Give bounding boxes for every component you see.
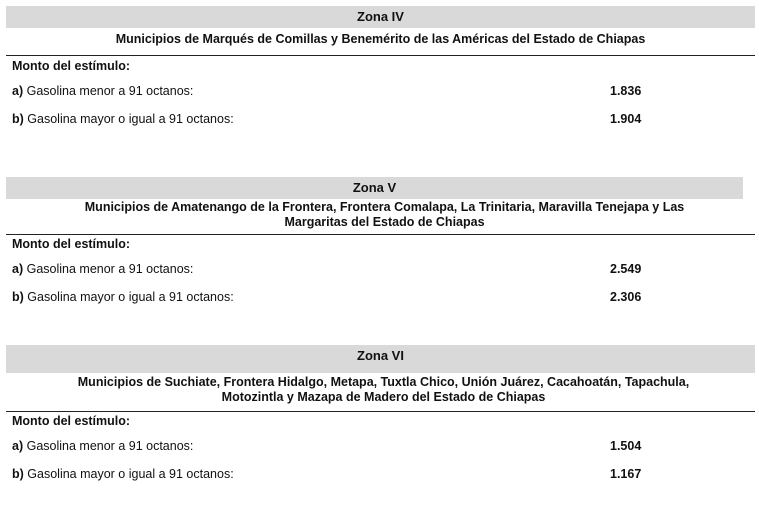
zone-municipios: Municipios de Suchiate, Frontera Hidalgo, Metapa, Tuxtla Chico, Unión Juárez, Cacahoatán, Tapachula, Motozintla y Mazapa de Madero del Estado de Chiapas (77, 375, 690, 404)
zone-section (6, 345, 755, 489)
row-text: Gasolina menor a 91 octanos: (26, 439, 194, 453)
zone-section (6, 6, 755, 134)
row-value: 1.504 (610, 439, 642, 453)
row-label (12, 290, 234, 304)
row-text: Gasolina mayor o igual a 91 octanos: (27, 112, 234, 126)
row-text: Gasolina mayor o igual a 91 octanos: (27, 467, 234, 481)
divider (6, 234, 755, 235)
table-row (6, 284, 743, 312)
row-value: 1.167 (610, 467, 642, 481)
row-text: Gasolina menor a 91 octanos: (26, 84, 194, 98)
row-letter: b) (12, 112, 24, 126)
row-value: 2.549 (610, 262, 642, 276)
table-row (6, 78, 755, 106)
row-label (12, 439, 193, 453)
row-value: 1.836 (610, 84, 642, 98)
table-row (6, 106, 755, 134)
row-letter: a) (12, 84, 24, 98)
row-label (12, 467, 234, 481)
zone-municipios: Municipios de Amatenango de la Frontera, Frontera Comalapa, La Trinitaria, Maravilla Tenejapa y Las Margaritas del Estado de Chiapas (84, 200, 685, 229)
monto-label: Monto del estímulo: (12, 59, 131, 73)
zone-title: Zona VI (6, 345, 755, 373)
divider (6, 55, 755, 56)
zone-title: Zona V (6, 177, 743, 199)
monto-label: Monto del estímulo: (12, 414, 131, 428)
zone-section (6, 177, 743, 312)
row-text: Gasolina mayor o igual a 91 octanos: (27, 290, 234, 304)
monto-label: Monto del estímulo: (12, 237, 131, 251)
zone-title: Zona IV (6, 6, 755, 28)
zone-municipios: Municipios de Marqués de Comillas y Benemérito de las Américas del Estado de Chiapas (115, 32, 646, 46)
row-label (12, 262, 193, 276)
row-text: Gasolina menor a 91 octanos: (26, 262, 194, 276)
row-value: 2.306 (610, 290, 642, 304)
row-letter: b) (12, 467, 24, 481)
row-letter: a) (12, 439, 24, 453)
row-label (12, 112, 234, 126)
table-row (6, 461, 755, 489)
row-value: 1.904 (610, 112, 642, 126)
row-label (12, 84, 193, 98)
row-letter: b) (12, 290, 24, 304)
table-row (6, 433, 755, 461)
divider (6, 411, 755, 412)
table-row (6, 256, 743, 284)
row-letter: a) (12, 262, 24, 276)
